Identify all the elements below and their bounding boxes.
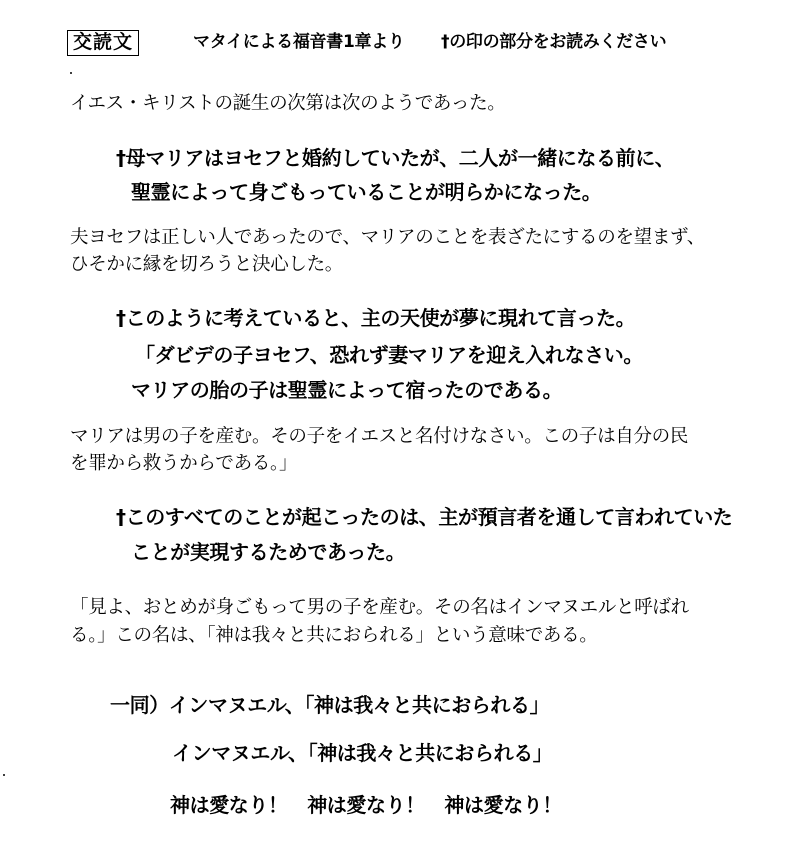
text-line: 夫ヨセフは正しい人であったので、マリアのことを表ざたにするのを望まず、 (70, 227, 705, 248)
text-line: マリアは男の子を産む。その子をイエスと名付けなさい。この子は自分の民 (70, 426, 689, 447)
reading-line: マリアの胎の子は聖霊によって宿ったのである。 (131, 378, 563, 402)
reading-line: 聖霊によって身ごもっていることが明らかになった。 (131, 180, 602, 204)
reading-line: †このすべてのことが起こったのは、主が預言者を通して言われていた (116, 505, 733, 529)
header-title-box: 交読文 (67, 30, 139, 56)
header-source: マタイによる福音書1章より (193, 32, 405, 52)
reading-line: †母マリアはヨセフと婚約していたが、二人が一緒になる前に、 (116, 146, 675, 170)
response-line: 神は愛なり！ 神は愛なり！ 神は愛なり！ (170, 793, 562, 817)
reading-line: 「ダビデの子ヨセフ、恐れず妻マリアを迎え入れなさい。 (135, 343, 643, 367)
header-instruction: †の印の部分をお読みください (441, 32, 667, 52)
text-line: イエス・キリストの誕生の次第は次のようであった。 (70, 93, 506, 114)
scan-speck (3, 774, 5, 776)
scan-speck (70, 72, 72, 74)
text-line: 「見よ、おとめが身ごもって男の子を産む。その名はインマヌエルと呼ばれ (70, 597, 689, 618)
text-line: を罪から救うからである。」 (70, 453, 298, 474)
text-line: ひそかに縁を切ろうと決心した。 (70, 254, 344, 275)
reading-line: †このように考えていると、主の天使が夢に現れて言った。 (116, 306, 636, 330)
response-line: 一同）インマヌエル、「神は我々と共におられる」 (110, 693, 550, 717)
reading-line: ことが実現するためであった。 (131, 540, 406, 564)
response-line: インマヌエル、「神は我々と共におられる」 (172, 741, 553, 765)
text-line: る。」この名は、「神は我々と共におられる」という意味である。 (70, 625, 598, 646)
